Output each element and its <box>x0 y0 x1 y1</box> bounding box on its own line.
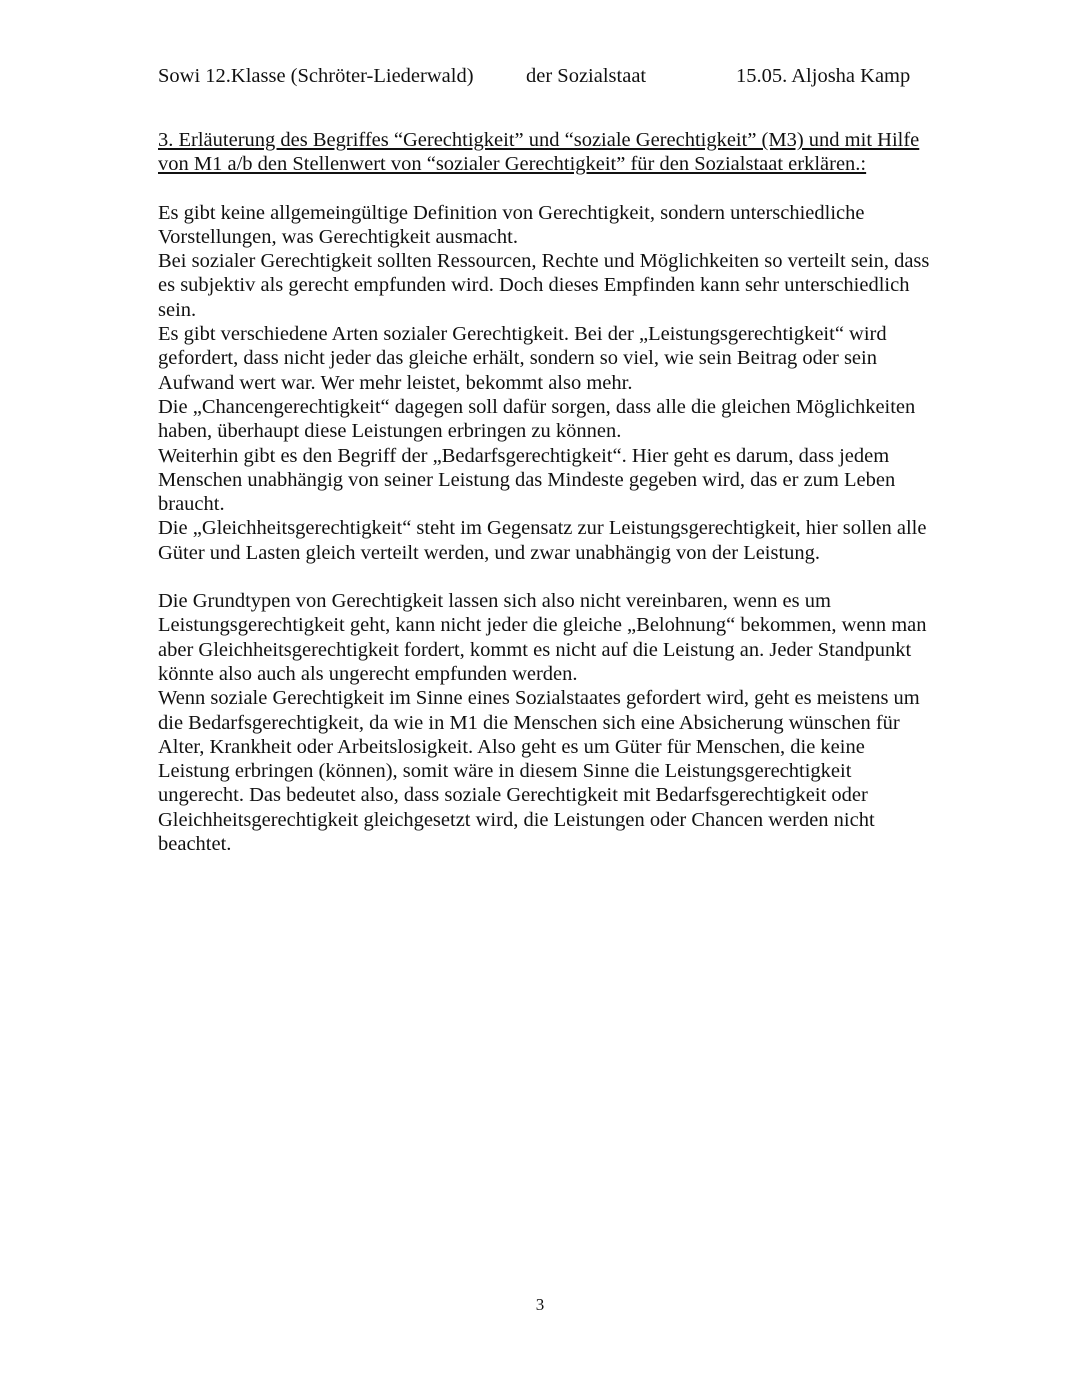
header-course: Sowi 12.Klasse (Schröter-Liederwald) <box>158 65 474 87</box>
paragraph: Bei sozialer Gerechtigkeit sollten Ressourcen, Rechte und Möglichkeiten so verteilt sein, dass es subjektiv als gerecht empfunden wird. Doch dieses Empfinden kann sehr unterschiedlich sein. <box>158 250 930 321</box>
paragraph-gap <box>158 565 933 589</box>
document-body <box>158 128 933 856</box>
paragraph: Es gibt verschiedene Arten sozialer Gerechtigkeit. Bei der „Leistungsgerechtigkeit“ wird gefordert, dass nicht jeder das gleiche erhält, sondern so viel, wie sein Beitrag oder sein Aufwand wert war. Wer mehr leistet, bekommt also mehr. <box>158 323 887 394</box>
paragraph: Die „Gleichheitsgerechtigkeit“ steht im Gegensatz zur Leistungsgerechtigkeit, hier sollen alle Güter und Lasten gleich verteilt werden, und zwar unabhängig von der Leistung. <box>158 517 927 564</box>
paragraph: Die Grundtypen von Gerechtigkeit lassen sich also nicht vereinbaren, wenn es um Leistungsgerechtigkeit geht, kann nicht jeder die gleiche „Belohnung“ bekommen, wenn man aber Gleichheitsgerechtigkeit fordert, kommt es nicht auf die Leistung an. Jeder Standpunkt könnte also auch als ungerecht empfunden werden. <box>158 590 927 685</box>
page-header <box>158 62 918 90</box>
paragraph: Wenn soziale Gerechtigkeit im Sinne eines Sozialstaates gefordert wird, geht es meistens um die Bedarfsgerechtigkeit, da wie in M1 die Menschen sich eine Absicherung wünschen für Alter, Krankheit oder Arbeitslosigkeit. Also geht es um Güter für Menschen, die keine Leistung erbringen (können), somit wäre in diesem Sinne die Leistungsgerechtigkeit ungerecht. Das bedeutet also, dass soziale Gerechtigkeit mit Bedarfsgerechtigkeit oder Gleichheitsgerechtigkeit gleichgesetzt wird, die Leistungen oder Chancen werden nicht beachtet. <box>158 687 920 856</box>
task-heading: 3. Erläuterung des Begriffes “Gerechtigkeit” und “soziale Gerechtigkeit” (M3) und mit Hilfe von M1 a/b den Stellenwert von “sozialer Gerechtigkeit” für den Sozialstaat erklären.: <box>158 129 920 176</box>
page-number: 3 <box>535 1295 545 1314</box>
paragraph: Die „Chancengerechtigkeit“ dagegen soll dafür sorgen, dass alle die gleichen Möglichkeiten haben, überhaupt diese Leistungen erbringen zu können. <box>158 395 916 443</box>
paragraph: Es gibt keine allgemeingültige Definition von Gerechtigkeit, sondern unterschiedliche Vorstellungen, was Gerechtigkeit ausmacht. <box>158 201 865 248</box>
header-topic: der Sozialstaat <box>526 65 647 87</box>
paragraph: Weiterhin gibt es den Begriff der „Bedarfsgerechtigkeit“. Hier geht es darum, dass jedem Menschen unabhängig von seiner Leistung das Mindeste gegeben wird, das er zum Leben braucht. <box>158 444 896 516</box>
header-date-author: 15.05. Aljosha Kamp <box>736 65 911 87</box>
